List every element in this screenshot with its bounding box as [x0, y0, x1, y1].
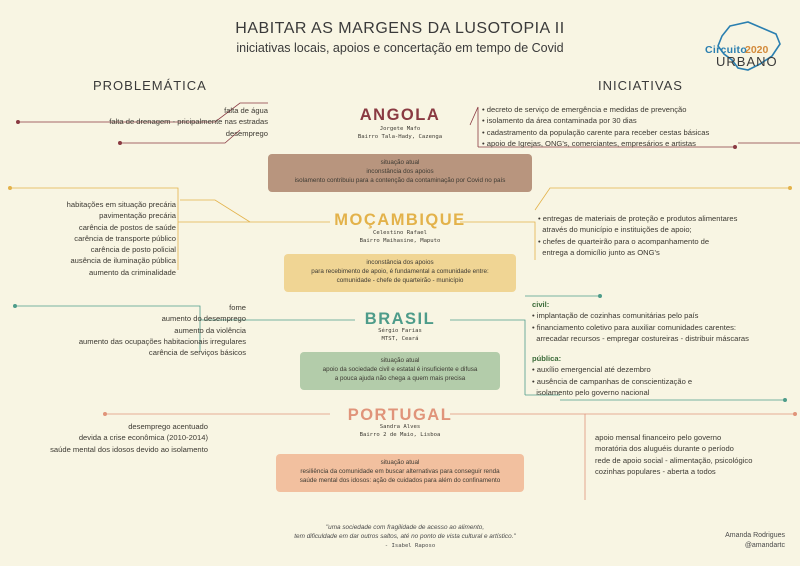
portugal-initiatives — [595, 432, 790, 477]
problem-item: devida a crise econômica (2010-2014) — [78, 433, 208, 443]
problem-item: habitações em situação precária — [66, 200, 176, 209]
status-line: resiliência da comunidade em buscar alternativas para conseguir renda — [300, 468, 500, 475]
problem-item: aumento das ocupações habitacionais irregulares — [78, 336, 246, 346]
brasil-status-box — [300, 352, 500, 390]
portugal-interviewee — [330, 424, 470, 439]
status-line: inconstância dos apoios — [366, 259, 434, 266]
problem-item: fome — [229, 303, 246, 312]
author-credit — [690, 531, 785, 551]
quote-author: - Isabel Raposo — [384, 543, 436, 549]
problem-item: falta de drenagem - pricipalmente nas estradas — [109, 117, 268, 127]
initiative-item: isolamento pelo governo nacional — [536, 388, 650, 398]
country-name-brasil: BRASIL — [364, 310, 436, 328]
brasil-initiatives — [532, 299, 782, 398]
logo-text-circuito: Circuito — [705, 44, 748, 56]
initiative-item: • cadastramento da população carente para receber cestas básicas — [482, 127, 710, 137]
problem-item: carência de transporte público — [74, 233, 176, 243]
page-subtitle: iniciativas locais, apoios e concertação em tempo de Covid — [236, 41, 564, 55]
status-title: situação atual — [380, 357, 420, 364]
initiative-item: • auxílio emergencial até dezembro — [532, 365, 651, 375]
problem-item: ausência de iluminação pública — [70, 256, 176, 266]
mocambique-status-box — [284, 254, 516, 292]
interviewee-place: Bairro Maihasine, Maputo — [359, 237, 441, 244]
brasil-problems — [0, 302, 246, 358]
angola-initiatives — [482, 104, 782, 149]
status-line: inconstância dos apoios — [366, 168, 434, 175]
logo-text-urbano: URBANO — [716, 54, 778, 69]
problem-item: falta de água — [224, 106, 268, 115]
problem-item: aumento do desemprego — [161, 314, 246, 324]
initiative-group-civil: civil: — [532, 300, 550, 309]
country-name-mocambique: MOÇAMBIQUE — [334, 211, 466, 229]
status-line: para recebimento de apoio, é fundamental a comunidade entre: — [311, 268, 489, 275]
initiative-item: através do município e instituições de apoio; — [542, 225, 692, 235]
initiative-item: cozinhas populares - aberta a todos — [595, 466, 716, 476]
quote-line: "uma sociedade com fragilidade de acesso ao alimento, — [325, 524, 485, 531]
status-title: situação atual — [380, 159, 420, 166]
country-name-portugal: PORTUGAL — [347, 406, 453, 424]
initiative-item: entrega a domicílio junto as ONG's — [542, 247, 660, 257]
initiative-item: • implantação de cozinhas comunitárias pelo país — [532, 311, 699, 321]
initiative-item: • financiamento coletivo para auxiliar comunidades carentes: — [532, 322, 737, 332]
initiative-group-public: pública: — [532, 354, 562, 364]
interviewee-place: Bairro Tala-Hady, Cazenga — [357, 133, 443, 140]
initiative-item: • apoio de Igrejas, ONG's, comerciantes, empresários e artistas — [482, 138, 696, 148]
angola-problems — [0, 105, 268, 139]
page-title: HABITAR AS MARGENS DA LUSOTOPIA II — [235, 20, 565, 37]
initiative-item: • ausência de campanhas de conscientização e — [532, 376, 693, 386]
portugal-status-box — [276, 454, 524, 492]
problematica-heading: PROBLEMÁTICA — [93, 78, 207, 93]
country-name-angola: ANGOLA — [359, 106, 441, 124]
credit-handle: @amandartc — [744, 542, 785, 549]
status-line: a pouca ajuda não chega a quem mais precisa — [334, 375, 466, 382]
mocambique-initiatives — [538, 213, 778, 258]
status-title: situação atual — [380, 459, 420, 466]
initiative-item: • decreto de serviço de emergência e medidas de prevenção — [482, 105, 687, 114]
initiative-item: • entregas de materiais de proteção e produtos alimentares — [538, 214, 738, 223]
mocambique-problems — [0, 199, 176, 278]
interviewee-name: Jorgete Mafo — [379, 126, 421, 132]
problem-item: carência de posto policial — [90, 245, 176, 255]
initiative-item: moratória dos aluguéis durante o período — [595, 444, 734, 454]
initiative-item: apoio mensal financeiro pelo governo — [595, 433, 722, 442]
problem-item: desemprego — [225, 128, 268, 138]
credit-name: Amanda Rodrigues — [725, 532, 785, 539]
interviewee-place: Bairro 2 de Maio, Lisboa — [359, 431, 441, 438]
status-line: apoio da sociedade civil e estatal é insuficiente e difusa — [322, 366, 478, 373]
portugal-problems — [0, 421, 208, 455]
mocambique-interviewee — [320, 230, 480, 245]
initiative-item: arrecadar recursos - empregar costureiras - distribuir máscaras — [536, 333, 749, 343]
initiative-item: • isolamento da área contaminada por 30 dias — [482, 116, 637, 126]
quote — [240, 523, 570, 541]
problem-item: desemprego acentuado — [128, 422, 208, 431]
problem-item: aumento da violência — [174, 325, 246, 335]
logo-text-year: 2020 — [745, 44, 769, 56]
angola-status-box — [268, 154, 532, 192]
brasil-interviewee — [340, 328, 460, 343]
angola-interviewee — [330, 126, 470, 141]
status-line: saúde mental dos idosos: ação de cuidados para além do confinamento — [299, 477, 501, 484]
quote-line: tem dificuldade em dar outros saltos, até no ponto de vista cultural e artístico." — [294, 533, 516, 540]
initiative-item: • chefes de quarteirão para o acompanhamento de — [538, 236, 710, 246]
iniciativas-heading: INICIATIVAS — [598, 78, 683, 93]
status-line: comunidade - chefe de quarteirão - município — [336, 277, 464, 284]
interviewee-place: MTST, Ceará — [381, 335, 419, 342]
interviewee-name: Celestino Rafael — [373, 230, 427, 236]
problem-item: saúde mental dos idosos devido ao isolamento — [50, 444, 208, 454]
problem-item: aumento da criminalidade — [89, 267, 176, 277]
problem-item: carência de postos de saúde — [78, 222, 176, 232]
problem-item: carência de serviços básicos — [148, 348, 246, 358]
interviewee-name: Sérgio Farias — [378, 328, 422, 334]
initiative-item: rede de apoio social - alimentação, psicológico — [595, 455, 753, 465]
problem-item: pavimentação precária — [99, 211, 176, 221]
interviewee-name: Sandra Alves — [379, 424, 421, 430]
status-line: isolamento contribuiu para a contenção da contaminação por Covid no país — [294, 177, 506, 184]
